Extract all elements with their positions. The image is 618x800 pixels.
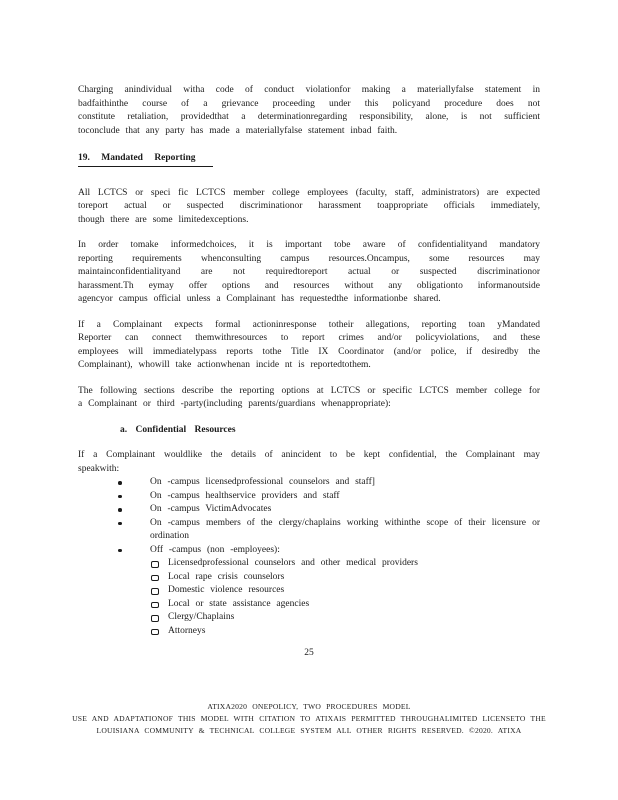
text-line: The following sections describe the reporting options at LCTCS or specific LCTCS member college for — [78, 385, 540, 396]
sub-bullet-item — [78, 625, 540, 639]
sub-bullet-item — [78, 598, 540, 612]
text-line: agencyor campus official unless a Complainant has requestedthe informationbe shared. — [78, 294, 441, 304]
confidential-resources-list — [78, 476, 540, 638]
text-line: badfaithinthe course of a grievance proceeding under this policyand procedure does not — [78, 98, 540, 109]
disc-bullet-icon — [118, 549, 122, 553]
disc-bullet-icon — [118, 481, 122, 485]
section-heading-text: 19. Mandated Reporting — [78, 152, 213, 167]
sub-bullet-item — [78, 557, 540, 571]
footer-line-license: USE AND ADAPTATIONOF THIS MODEL WITH CITATION TO ATIXAIS PERMITTED THROUGHALIMITED LICENSETO THE — [72, 714, 546, 723]
text-line: constitute retaliation, providedthat a determinationregarding responsibility, alone, is not sufficient — [78, 112, 540, 122]
text-line: toconclude that any party has made a materiallyfalse statement inbad faith. — [78, 125, 398, 136]
bullet-text: On -campus healthservice providers and staff — [150, 490, 340, 501]
circle-bullet-icon — [151, 588, 159, 595]
bullet-text: Domestic violence resources — [168, 585, 285, 595]
sub-bullet-item — [78, 611, 540, 625]
paragraph-informed-choices — [78, 239, 540, 307]
disc-bullet-icon — [118, 522, 122, 526]
bullet-text: On -campus members of the clergy/chaplains working withinthe scope of their licensure or ordination — [150, 517, 540, 541]
text-line: speakwith: — [78, 463, 120, 474]
circle-bullet-icon — [151, 561, 159, 568]
circle-bullet-icon — [151, 602, 159, 609]
text-line: Complainant), whowill take actionwhenan incide nt is reportedtothem. — [78, 360, 371, 370]
section-heading-mandated-reporting — [78, 152, 540, 167]
text-line: reporting requirements whenconsulting campus resources.Oncampus, some resources may — [78, 253, 540, 264]
footer-line-model: ATIXA2020 ONEPOLICY, TWO PROCEDURES MODEL — [207, 702, 411, 711]
bullet-text: On -campus VictimAdvocates — [150, 504, 272, 514]
text-line: If a Complainant expects formal actioninresponse totheir allegations, reporting toan yMandated — [78, 319, 540, 330]
subsection-heading-confidential-resources: a. Confidential Resources — [120, 424, 236, 435]
circle-bullet-icon — [151, 615, 159, 622]
circle-bullet-icon — [151, 629, 159, 636]
bullet-text: On -campus licensedprofessional counselors and staff] — [150, 477, 375, 487]
bullet-item — [78, 544, 540, 558]
text-line: All LCTCS or speci fic LCTCS member college employees (faculty, staff, administrators) are expected — [78, 187, 540, 198]
paragraph-reporting-options — [78, 385, 540, 412]
text-line: If a Complainant wouldlike the details of anincident to be kept confidential, the Complainant may — [78, 450, 540, 460]
text-line: employees will immediatelypass reports tothe Title IX Coordinator (and/or police, if desiredby the — [78, 346, 540, 357]
footer-line-rights: LOUISIANA COMMUNITY & TECHNICAL COLLEGE SYSTEM ALL OTHER RIGHTS RESERVED. ©2020. ATIXA — [96, 726, 522, 735]
bullet-text: Attorneys — [168, 625, 206, 636]
text-line: harassment.Th eymay offer options and resources without any obligationto informanoutside — [78, 280, 540, 291]
paragraph-false-statement — [78, 84, 540, 138]
page-number: 25 — [304, 648, 314, 658]
disc-bullet-icon — [118, 495, 122, 499]
text-line: Reporter can connect themwithresources to report crimes and/or policyviolations, and these — [78, 333, 540, 343]
text-line: In order tomake informedchoices, it is important tobe aware of confidentialityand mandatory — [78, 240, 540, 250]
paragraph-employees-expected — [78, 187, 540, 228]
bullet-text: Local rape crisis counselors — [168, 571, 285, 582]
bullet-text: Clergy/Chaplains — [168, 612, 235, 622]
sub-bullet-item — [78, 571, 540, 585]
bullet-item — [78, 490, 540, 504]
paragraph-kept-confidential — [78, 449, 540, 476]
bullet-text: Local or state assistance agencies — [168, 598, 310, 609]
bullet-item — [78, 517, 540, 544]
bullet-item — [78, 476, 540, 490]
disc-bullet-icon — [118, 508, 122, 512]
text-line: though there are some limitedexceptions. — [78, 214, 249, 225]
paragraph-formal-action — [78, 319, 540, 373]
text-line: toreport actual or suspected discriminationor harassment toappropriate officials immediately, — [78, 201, 540, 211]
footer — [0, 701, 618, 737]
circle-bullet-icon — [151, 575, 159, 582]
bullet-text: Licensedprofessional counselors and other medical providers — [168, 558, 418, 568]
text-line: Charging anindividual witha code of conduct violationfor making a materiallyfalse statement in — [78, 85, 540, 95]
sub-bullet-item — [78, 584, 540, 598]
bullet-item — [78, 503, 540, 517]
text-line: maintainconfidentialityand are not requiredtoreport actual or suspected discriminationor — [78, 267, 540, 277]
text-line: a Complainant or third -party(including parents/guardians whenappropriate): — [78, 399, 391, 409]
bullet-text: Off -campus (non -employees): — [150, 544, 280, 555]
